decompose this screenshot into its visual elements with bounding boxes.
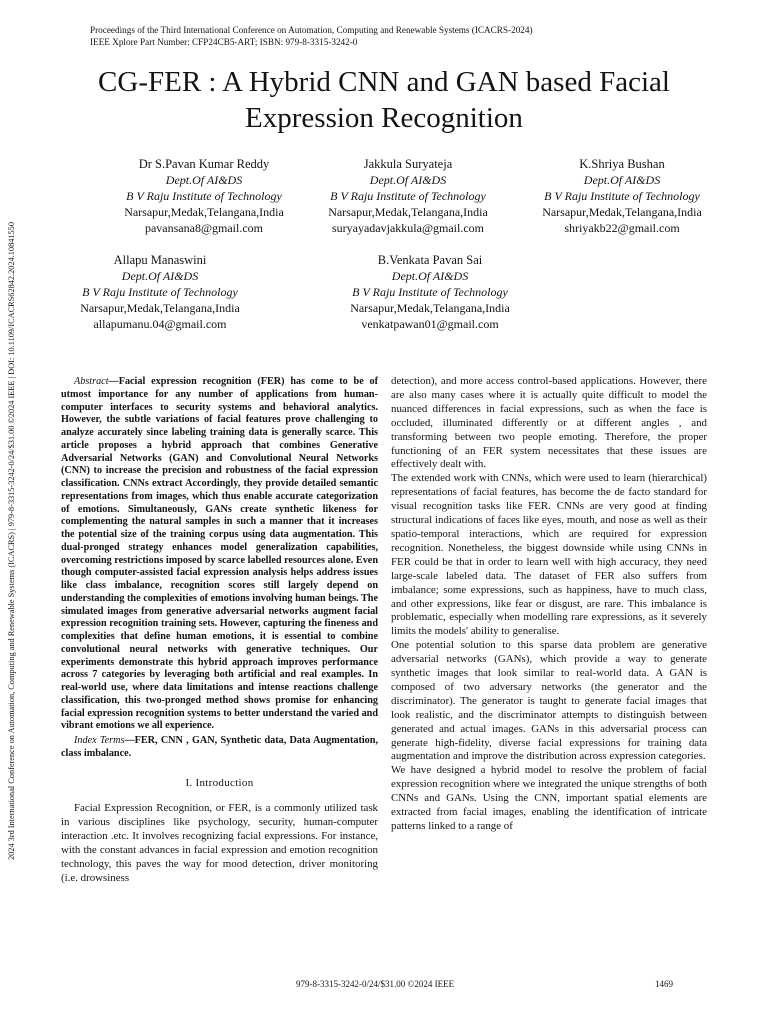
intro-paragraph-1: Facial Expression Recognition, or FER, is a commonly utilized task in various disciplines like psychology, security, human-computer interaction .etc. It involves recognizing facial expressions. For instance, with the constant advances in facial expression and emotion recognition technology, this paves the way for mood detection, driver monitoring (i.e. drowsiness [61, 802, 378, 884]
left-column [61, 376, 378, 886]
author-name: Allapu Manaswini [113, 253, 207, 267]
author-block-4 [40, 252, 280, 332]
author-email: allapumanu.04@gmail.com [93, 317, 227, 331]
author-block-1 [92, 156, 316, 236]
paper-title-line2: Expression Recognition [245, 102, 523, 134]
author-dept: Dept.Of AI&DS [391, 269, 469, 283]
index-terms-text: —FER, CNN , GAN, Synthetic data, Data Augmentation, class imbalance. [61, 735, 378, 759]
side-doi-note: 2024 3rd International Conference on Automation, Computing and Renewable Systems (ICACRS) | 979-8-3315-3242-0/24/$31.00 ©2024 IEEE | DOI: 10.1109/ICACRS62842.2024.10841550 [7, 222, 16, 860]
page-number: 1469 [655, 979, 673, 989]
paper-title-line1: CG-FER : A Hybrid CNN and GAN based Facial [98, 66, 670, 98]
author-email: venkatpawan01@gmail.com [361, 317, 499, 331]
author-block-3 [518, 156, 726, 236]
right-paragraph-3: One potential solution to this sparse data problem are generative adversarial networks (GANs), which provide a way to generate synthetic images that look similar to real-world data. A GAN is composed of two adversary networks (the generator and the discriminator). The generator is taught to generate facial images that look realistic, and the discriminator attempts to distinguish between generated and actual images. GANs in this adversarial process can generate high-fidelity, diverse facial expressions for training data augmentation and improve the distribution across expression categories. [391, 639, 707, 763]
author-dept: Dept.Of AI&DS [121, 269, 199, 283]
section-heading-introduction: I. Introduction [185, 776, 254, 789]
abstract-lead: Abstract [74, 376, 109, 387]
conference-header-line2: IEEE Xplore Part Number: CFP24CB5-ART; ISBN: 979-8-3315-3242-0 [90, 37, 358, 47]
author-name: B.Venkata Pavan Sai [377, 253, 483, 267]
author-dept: Dept.Of AI&DS [583, 173, 661, 187]
author-institution: B V Raju Institute of Technology [330, 189, 486, 203]
right-column [391, 375, 707, 834]
index-terms-lead: Index Terms [74, 735, 125, 746]
right-paragraph-1: detection), and more access control-based applications. However, there are also many cases where it is actually quite difficult to model the nuanced differences in facial expressions, such as when the face is occluded, illuminated differently or at different angles , and transforming between two people emoting. Therefore, the proper functioning of an FER system necessitates that these issues are effectively dealt with. [391, 375, 707, 471]
author-institution: B V Raju Institute of Technology [544, 189, 700, 203]
author-block-5 [316, 252, 544, 332]
author-email: pavansana8@gmail.com [144, 221, 263, 235]
author-dept: Dept.Of AI&DS [369, 173, 447, 187]
author-institution: B V Raju Institute of Technology [352, 285, 508, 299]
author-name: Jakkula Suryateja [363, 157, 453, 171]
author-address: Narsapur,Medak,Telangana,India [542, 205, 702, 219]
author-block-2 [304, 156, 512, 236]
right-paragraph-2: The extended work with CNNs, which were used to learn (hierarchical) representations of facial features, has become the de facto standard for visual recognition tasks like FER. CNNs are very good at finding structural indications of faces like eyes, mouth, and nose as well as their spatio-temporal interactions, which are required for expression recognition. Nonetheless, the biggest downside while using CNNs in FER could be that in order to learn well with high accuracy, they need large-scale labeled data. The dataset of FER also suffers from imbalance; some expressions, such as happiness, have to much class, and other expressions, like fear or disgust, are rare. This imbalance is problematic, especially when modelling rare expressions, as it severely limits the models' ability to generalise. [391, 472, 707, 638]
author-name: K.Shriya Bushan [579, 157, 665, 171]
footer-copyright: 979-8-3315-3242-0/24/$31.00 ©2024 IEEE [296, 979, 455, 989]
abstract-text: —Facial expression recognition (FER) has come to be of utmost importance for any number of applications from human-computer interfaces to security systems and behavioral analytics. However, the subtle variations of facial features prove challenging to analyze accurately since labeling training data is generally scarce. This article proposes a hybrid approach that combines Generative Adversarial Networks (GAN) and Convolutional Neural Networks (CNN) to increase the precision and robustness of the facial expression classification. CNNs extract Accordingly, they provide detailed semantic representations from images, which thus enable accurate categorization of emotions. Simultaneously, GANs create synthetic likeness for complementing the natural samples in such a manner that it increases the potential size of the training corpus using data augmentation. This dual-pronged strategy enhances model generalization capabilities, overcoming restrictions imposed by scarce labelled resources alone. Even though computer-assisted facial expression analysis helps address issues like class imbalance, recognition scores still largely depend on understanding the complexities of emotions involving human beings. The simulated images from generative adversarial networks augment facial expression recognition training sets. However, capturing the fineness and complexities that define human emotions, it is essential to combine convolutional neural networks with generative techniques. Our experiments demonstrate this hybrid approach improves performance across 7 categories by leveraging both artificial and real examples. In real-world use, where data limitations and intense reactions challenge classification, this two-pronged method shows promise for enhancing facial expression recognition systems to better understand the varied and vibrant emotions we all experience. [61, 376, 378, 732]
author-address: Narsapur,Medak,Telangana,India [328, 205, 488, 219]
right-paragraph-4: We have designed a hybrid model to resolve the problem of facial expression recognition where we integrated the unique strengths of both CNNs and GANs. Using the CNN, important spatial elements are extracted from facial images, enabling the identification of intricate patterns linked to a range of [391, 764, 707, 832]
author-address: Narsapur,Medak,Telangana,India [124, 205, 284, 219]
author-address: Narsapur,Medak,Telangana,India [80, 301, 240, 315]
paper-title [40, 64, 728, 136]
author-institution: B V Raju Institute of Technology [82, 285, 238, 299]
conference-header-line1: Proceedings of the Third International Conference on Automation, Computing and Renewable Systems (ICACRS-2024) [90, 25, 533, 35]
author-name: Dr S.Pavan Kumar Reddy [138, 157, 270, 171]
author-email: suryayadavjakkula@gmail.com [331, 221, 484, 235]
abstract-paragraph [61, 376, 378, 733]
author-address: Narsapur,Medak,Telangana,India [350, 301, 510, 315]
author-institution: B V Raju Institute of Technology [126, 189, 282, 203]
index-terms-paragraph [61, 735, 378, 761]
author-email: shriyakb22@gmail.com [564, 221, 680, 235]
author-dept: Dept.Of AI&DS [165, 173, 243, 187]
